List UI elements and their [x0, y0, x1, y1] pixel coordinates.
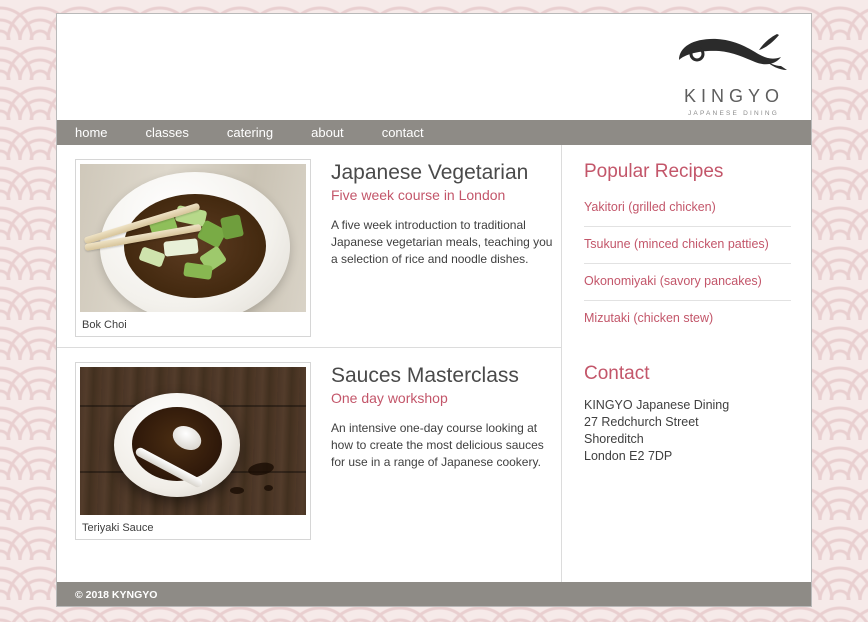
- contact-line-business: KINGYO Japanese Dining: [584, 398, 730, 412]
- article-subtitle: Five week course in London: [331, 187, 506, 203]
- bok-choi-photo: [80, 164, 306, 312]
- recipe-link-mizutaki[interactable]: Mizutaki (chicken stew): [584, 311, 714, 325]
- article-body: [311, 159, 573, 337]
- recipe-link-okonomiyaki[interactable]: Okonomiyaki (savory pancakes): [584, 264, 791, 301]
- contact-line-city: London E2 7DP: [584, 449, 673, 463]
- article-text: An intensive one-day course looking at how to create the most delicious sauces for use in a range of Japanese cookery.: [331, 421, 544, 469]
- figure-teriyaki-sauce: [75, 362, 311, 540]
- nav-item-catering[interactable]: catering: [226, 125, 274, 140]
- site-header: [57, 14, 811, 120]
- page-content: [57, 145, 811, 582]
- sidebar: [562, 145, 811, 582]
- fish-brushstroke-icon: [671, 26, 791, 84]
- logo-tagline: JAPANESE DINING: [687, 110, 780, 117]
- site-footer: [57, 582, 811, 607]
- figure-caption: Teriyaki Sauce: [82, 522, 154, 534]
- footer-copyright: © 2018 KYNGYO: [75, 589, 158, 601]
- article-title: Japanese Vegetarian: [331, 161, 529, 184]
- article-text: A five week introduction to traditional Japanese vegetarian meals, teaching you a selection of rice and noodle dishes.: [331, 218, 553, 266]
- nav-item-contact[interactable]: contact: [381, 125, 424, 140]
- article-title: Sauces Masterclass: [331, 364, 519, 387]
- website-page: [56, 13, 812, 607]
- teriyaki-sauce-photo: [80, 367, 306, 515]
- recipe-link-tsukune[interactable]: Tsukune (minced chicken patties): [584, 227, 791, 264]
- logo-wordmark: KINGYO: [683, 86, 784, 106]
- article-sauces-masterclass: [57, 347, 561, 550]
- figure-caption: Bok Choi: [82, 319, 127, 331]
- main-navigation: [57, 120, 811, 145]
- nav-item-home[interactable]: home: [75, 125, 108, 140]
- contact-title: Contact: [584, 363, 650, 384]
- popular-recipes-title: Popular Recipes: [584, 161, 724, 182]
- figure-bok-choi: [75, 159, 311, 337]
- site-logo[interactable]: [671, 26, 793, 117]
- contact-line-area: Shoreditch: [584, 432, 644, 446]
- article-body: [311, 362, 573, 540]
- contact-line-street: 27 Redchurch Street: [584, 415, 699, 429]
- recipe-link-yakitori[interactable]: Yakitori (grilled chicken): [584, 195, 791, 227]
- article-japanese-vegetarian: [57, 145, 561, 347]
- main-column: [57, 145, 562, 582]
- nav-item-classes[interactable]: classes: [145, 125, 189, 140]
- contact-block: [584, 363, 791, 465]
- nav-item-about[interactable]: about: [311, 125, 344, 140]
- article-subtitle: One day workshop: [331, 390, 448, 406]
